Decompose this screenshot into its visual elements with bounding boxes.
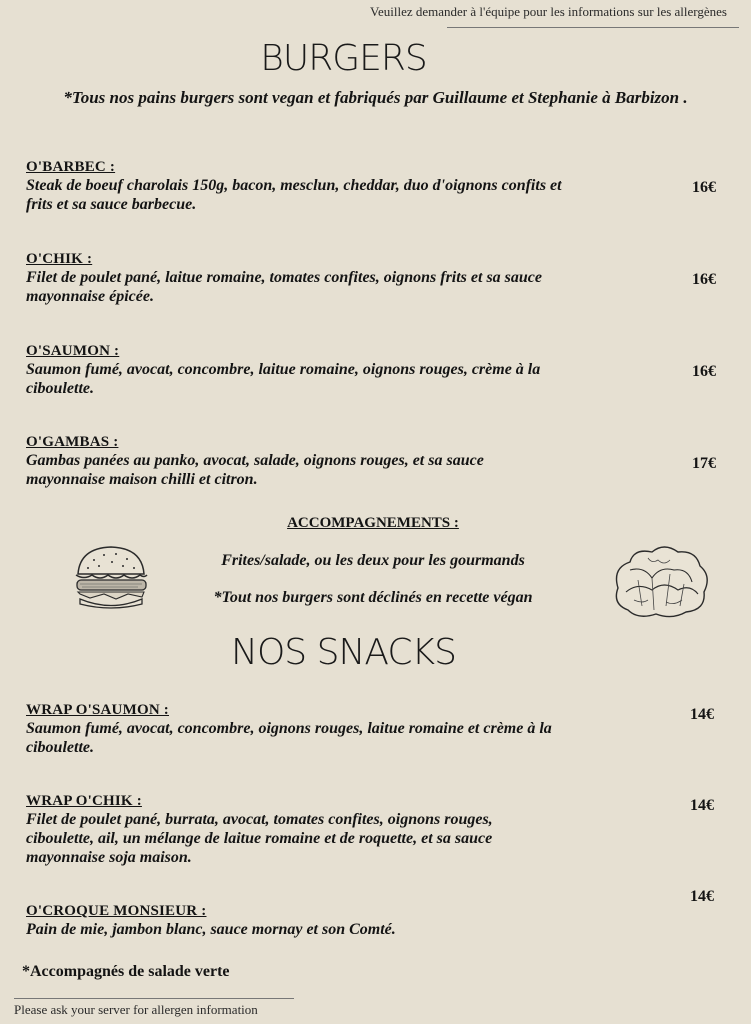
item-description: [26, 268, 676, 306]
item-price: 16€: [692, 179, 716, 196]
top-divider: [447, 27, 739, 28]
item-desc-line: Filet de poulet pané, burrata, avocat, tomates confites, oignons rouges,: [26, 811, 493, 828]
item-desc-line: ciboulette.: [26, 380, 94, 397]
allergen-note-en: Please ask your server for allergen information: [14, 1002, 258, 1017]
menu-item-ocroque-monsieur: [26, 902, 726, 939]
item-name: O'CHIK :: [26, 251, 93, 267]
menu-item-ogambas: [26, 433, 726, 489]
allergen-note-fr: Veuillez demander à l'équipe pour les informations sur les allergènes: [370, 4, 727, 19]
item-name: O'BARBEC :: [26, 159, 116, 175]
item-price: 14€: [690, 888, 714, 905]
item-desc-line: Saumon fumé, avocat, concombre, oignons rouges, laitue romaine et crème à la: [26, 720, 552, 737]
burgers-title: BURGERS: [260, 38, 427, 79]
accompagnements-title: ACCOMPAGNEMENTS :: [287, 515, 459, 531]
item-desc-line: Steak de boeuf charolais 150g, bacon, mesclun, cheddar, duo d'oignons confits et: [26, 177, 562, 194]
item-description: [26, 451, 676, 489]
item-description: [26, 176, 676, 214]
item-desc-line: ciboulette, ail, un mélange de laitue romaine et de roquette, et sa sauce: [26, 830, 493, 847]
item-desc-line: frits et sa sauce barbecue.: [26, 196, 197, 213]
item-price: 17€: [692, 455, 716, 472]
item-desc-line: Filet de poulet pané, laitue romaine, tomates confites, oignons frits et sa sauce: [26, 269, 543, 286]
side-salad-note: *Accompagnés de salade verte: [22, 963, 230, 980]
item-price: 14€: [690, 797, 714, 814]
item-description: [26, 719, 676, 757]
item-price: 16€: [692, 363, 716, 380]
item-desc-line: mayonnaise épicée.: [26, 288, 154, 305]
item-desc-line: ciboulette.: [26, 739, 94, 756]
burger-icon: [72, 542, 150, 612]
item-price: 16€: [692, 271, 716, 288]
item-description: [26, 920, 676, 939]
menu-item-wrap-osaumon: [26, 701, 726, 757]
accompagnements-line: Frites/salade, ou les deux pour les gourmands: [221, 552, 525, 569]
item-price: 14€: [690, 706, 714, 723]
item-name: O'GAMBAS :: [26, 434, 119, 450]
item-desc-line: mayonnaise soja maison.: [26, 849, 192, 866]
bottom-divider: [14, 998, 294, 999]
lettuce-icon: [608, 540, 712, 620]
burgers-subtitle: *Tous nos pains burgers sont vegan et fabriqués par Guillaume et Stephanie à Barbizon .: [63, 88, 688, 107]
menu-item-obarbec: [26, 158, 726, 214]
item-desc-line: Pain de mie, jambon blanc, sauce mornay et son Comté.: [26, 921, 396, 938]
item-name: WRAP O'CHIK :: [26, 793, 142, 809]
item-desc-line: Saumon fumé, avocat, concombre, laitue romaine, oignons rouges, crème à la: [26, 361, 541, 378]
item-name: O'SAUMON :: [26, 343, 120, 359]
item-desc-line: mayonnaise maison chilli et citron.: [26, 471, 258, 488]
item-desc-line: Gambas panées au panko, avocat, salade, oignons rouges, et sa sauce: [26, 452, 484, 469]
item-description: [26, 810, 676, 867]
snacks-title: NOS SNACKS: [231, 632, 456, 673]
menu-item-osaumon: [26, 342, 726, 398]
item-name: O'CROQUE MONSIEUR :: [26, 903, 207, 919]
item-name: WRAP O'SAUMON :: [26, 702, 169, 718]
menu-item-ochik: [26, 250, 726, 306]
menu-item-wrap-ochik: [26, 792, 726, 867]
vegan-note: *Tout nos burgers sont déclinés en recette végan: [213, 589, 533, 606]
item-description: [26, 360, 676, 398]
